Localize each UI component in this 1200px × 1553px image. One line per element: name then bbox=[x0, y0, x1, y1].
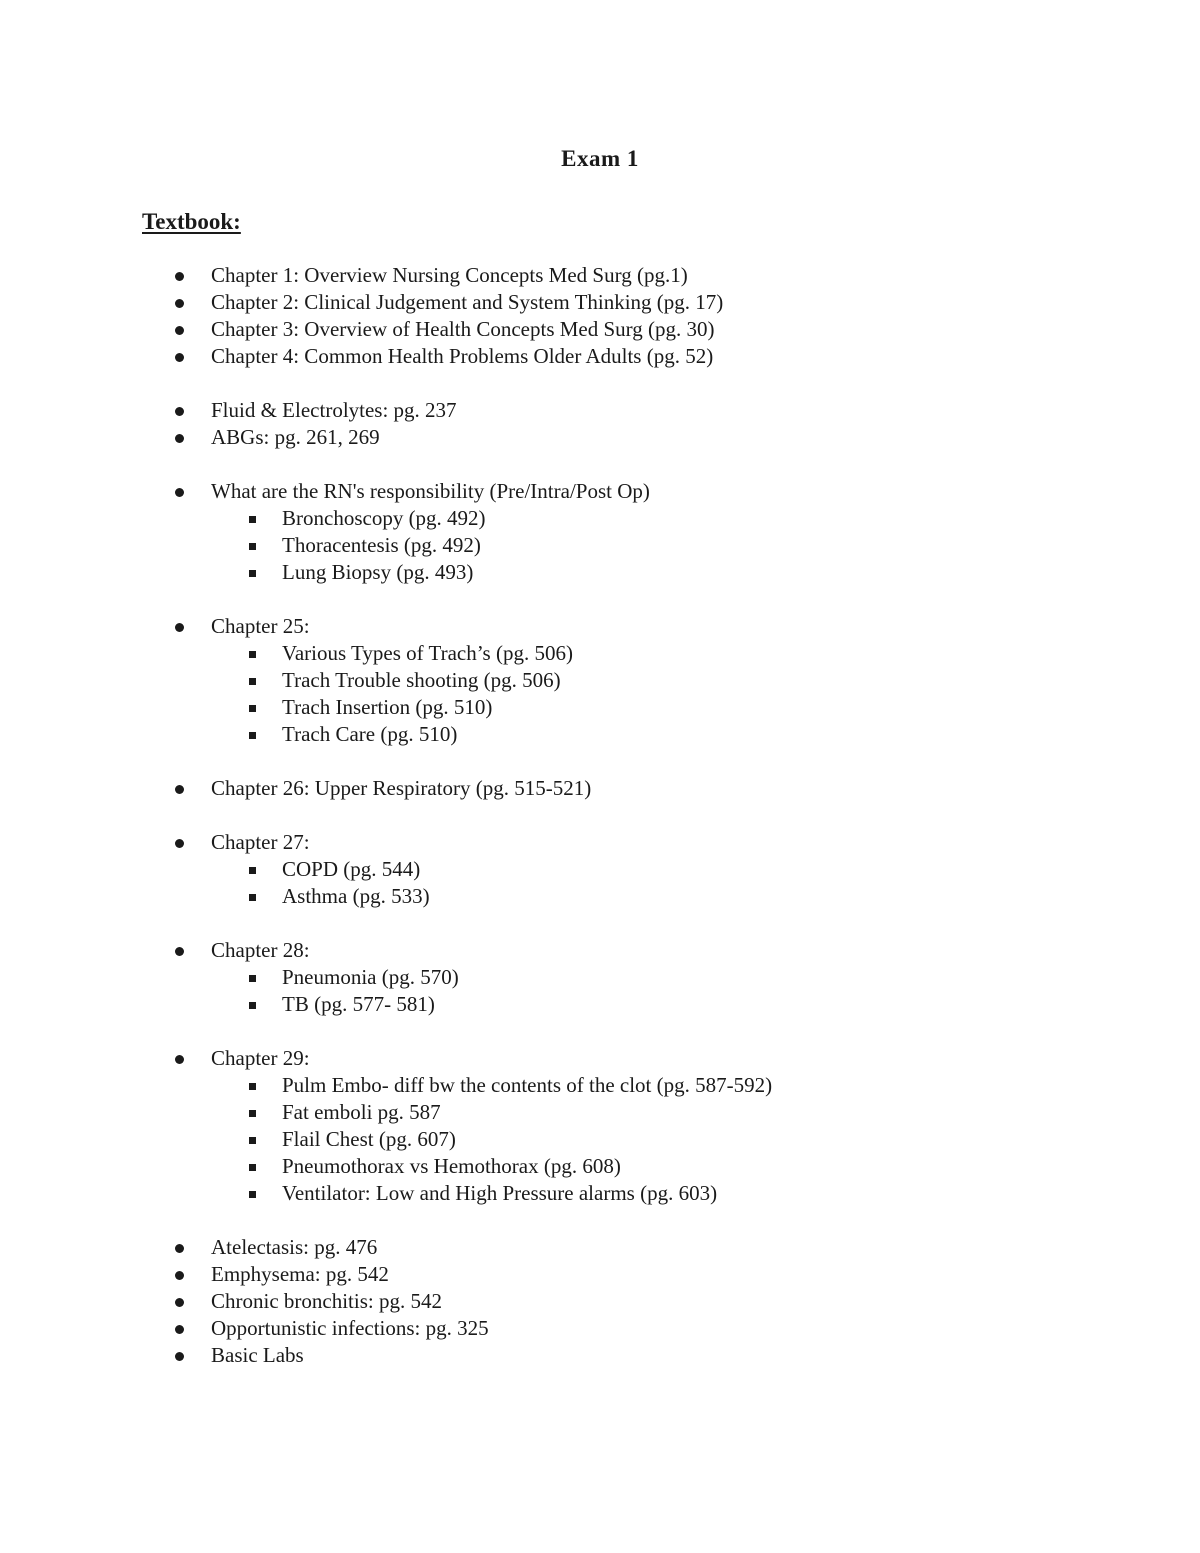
list-item bbox=[0, 829, 1200, 856]
sub-list-item bbox=[0, 991, 1200, 1018]
page-title: Exam 1 bbox=[561, 146, 639, 171]
round-bullet-icon bbox=[175, 407, 184, 416]
sub-list-item bbox=[0, 856, 1200, 883]
round-bullet-icon bbox=[175, 839, 184, 848]
list-item-text: TB (pg. 577- 581) bbox=[282, 992, 435, 1016]
round-bullet-icon bbox=[175, 785, 184, 794]
list-item-text: Chapter 28: bbox=[211, 938, 310, 962]
list-item-text: Ventilator: Low and High Pressure alarms (pg. 603) bbox=[282, 1181, 718, 1205]
round-bullet-icon bbox=[175, 1055, 184, 1064]
square-bullet-icon bbox=[249, 705, 256, 712]
list-item bbox=[0, 262, 1200, 289]
list-item bbox=[0, 343, 1200, 370]
list-item-text: Trach Insertion (pg. 510) bbox=[282, 695, 493, 719]
list-item bbox=[0, 289, 1200, 316]
round-bullet-icon bbox=[175, 434, 184, 443]
round-bullet-icon bbox=[175, 1325, 184, 1334]
sub-list-item bbox=[0, 1126, 1200, 1153]
round-bullet-icon bbox=[175, 272, 184, 281]
list-item-text: Trach Trouble shooting (pg. 506) bbox=[282, 668, 561, 692]
list-item bbox=[0, 775, 1200, 802]
list-item bbox=[0, 613, 1200, 640]
sub-list-item bbox=[0, 1153, 1200, 1180]
round-bullet-icon bbox=[175, 353, 184, 362]
list-item-text: Chapter 27: bbox=[211, 830, 310, 854]
list-item bbox=[0, 1234, 1200, 1261]
list-item-text: Chapter 26: Upper Respiratory (pg. 515-521) bbox=[211, 776, 592, 800]
section-heading: Textbook: bbox=[142, 209, 241, 234]
list-item bbox=[0, 478, 1200, 505]
round-bullet-icon bbox=[175, 1352, 184, 1361]
list-item-text: Bronchoscopy (pg. 492) bbox=[282, 506, 486, 530]
list-item-text: Chapter 25: bbox=[211, 614, 310, 638]
list-item-text: Asthma (pg. 533) bbox=[282, 884, 430, 908]
square-bullet-icon bbox=[249, 732, 256, 739]
list-item bbox=[0, 1315, 1200, 1342]
round-bullet-icon bbox=[175, 947, 184, 956]
list-item bbox=[0, 1045, 1200, 1072]
list-item-text: Pneumonia (pg. 570) bbox=[282, 965, 459, 989]
round-bullet-icon bbox=[175, 623, 184, 632]
list-item-text: Thoracentesis (pg. 492) bbox=[282, 533, 481, 557]
list-item-text: Flail Chest (pg. 607) bbox=[282, 1127, 456, 1151]
sub-list-item bbox=[0, 640, 1200, 667]
list-item-text: Pulm Embo- diff bw the contents of the clot (pg. 587-592) bbox=[282, 1073, 773, 1097]
square-bullet-icon bbox=[249, 1164, 256, 1171]
square-bullet-icon bbox=[249, 1083, 256, 1090]
list-item bbox=[0, 1342, 1200, 1369]
square-bullet-icon bbox=[249, 894, 256, 901]
sub-list-item bbox=[0, 505, 1200, 532]
list-item-text: Chapter 1: Overview Nursing Concepts Med Surg (pg.1) bbox=[211, 263, 688, 287]
list-item-text: What are the RN's responsibility (Pre/Intra/Post Op) bbox=[211, 479, 650, 503]
outline-list bbox=[0, 262, 1200, 1369]
round-bullet-icon bbox=[175, 1298, 184, 1307]
square-bullet-icon bbox=[249, 1191, 256, 1198]
list-item-text: Pneumothorax vs Hemothorax (pg. 608) bbox=[282, 1154, 621, 1178]
sub-list-item bbox=[0, 1180, 1200, 1207]
list-item-text: ABGs: pg. 261, 269 bbox=[211, 425, 380, 449]
square-bullet-icon bbox=[249, 975, 256, 982]
round-bullet-icon bbox=[175, 299, 184, 308]
square-bullet-icon bbox=[249, 543, 256, 550]
round-bullet-icon bbox=[175, 326, 184, 335]
list-item-text: Emphysema: pg. 542 bbox=[211, 1262, 389, 1286]
sub-list-item bbox=[0, 559, 1200, 586]
square-bullet-icon bbox=[249, 1137, 256, 1144]
list-item-text: Fat emboli pg. 587 bbox=[282, 1100, 441, 1124]
sub-list-item bbox=[0, 694, 1200, 721]
square-bullet-icon bbox=[249, 867, 256, 874]
list-item-text: COPD (pg. 544) bbox=[282, 857, 421, 881]
sub-list-item bbox=[0, 964, 1200, 991]
list-item-text: Trach Care (pg. 510) bbox=[282, 722, 458, 746]
round-bullet-icon bbox=[175, 488, 184, 497]
list-item-text: Lung Biopsy (pg. 493) bbox=[282, 560, 474, 584]
list-item-text: Chronic bronchitis: pg. 542 bbox=[211, 1289, 442, 1313]
list-item-text: Atelectasis: pg. 476 bbox=[211, 1235, 378, 1259]
list-item bbox=[0, 1261, 1200, 1288]
list-item-text: Chapter 3: Overview of Health Concepts Med Surg (pg. 30) bbox=[211, 317, 715, 341]
list-item-text: Various Types of Trach’s (pg. 506) bbox=[282, 641, 573, 665]
square-bullet-icon bbox=[249, 678, 256, 685]
round-bullet-icon bbox=[175, 1244, 184, 1253]
list-item bbox=[0, 937, 1200, 964]
sub-list-item bbox=[0, 1099, 1200, 1126]
sub-list-item bbox=[0, 667, 1200, 694]
list-item-text: Chapter 2: Clinical Judgement and System Thinking (pg. 17) bbox=[211, 290, 724, 314]
square-bullet-icon bbox=[249, 651, 256, 658]
square-bullet-icon bbox=[249, 1002, 256, 1009]
list-item bbox=[0, 316, 1200, 343]
list-item-text: Chapter 4: Common Health Problems Older Adults (pg. 52) bbox=[211, 344, 714, 368]
sub-list-item bbox=[0, 883, 1200, 910]
sub-list-item bbox=[0, 532, 1200, 559]
list-item bbox=[0, 424, 1200, 451]
square-bullet-icon bbox=[249, 1110, 256, 1117]
list-item bbox=[0, 397, 1200, 424]
list-item-text: Basic Labs bbox=[211, 1343, 304, 1367]
sub-list-item bbox=[0, 1072, 1200, 1099]
square-bullet-icon bbox=[249, 516, 256, 523]
square-bullet-icon bbox=[249, 570, 256, 577]
list-item-text: Fluid & Electrolytes: pg. 237 bbox=[211, 398, 457, 422]
sub-list-item bbox=[0, 721, 1200, 748]
list-item bbox=[0, 1288, 1200, 1315]
list-item-text: Chapter 29: bbox=[211, 1046, 310, 1070]
round-bullet-icon bbox=[175, 1271, 184, 1280]
list-item-text: Opportunistic infections: pg. 325 bbox=[211, 1316, 489, 1340]
